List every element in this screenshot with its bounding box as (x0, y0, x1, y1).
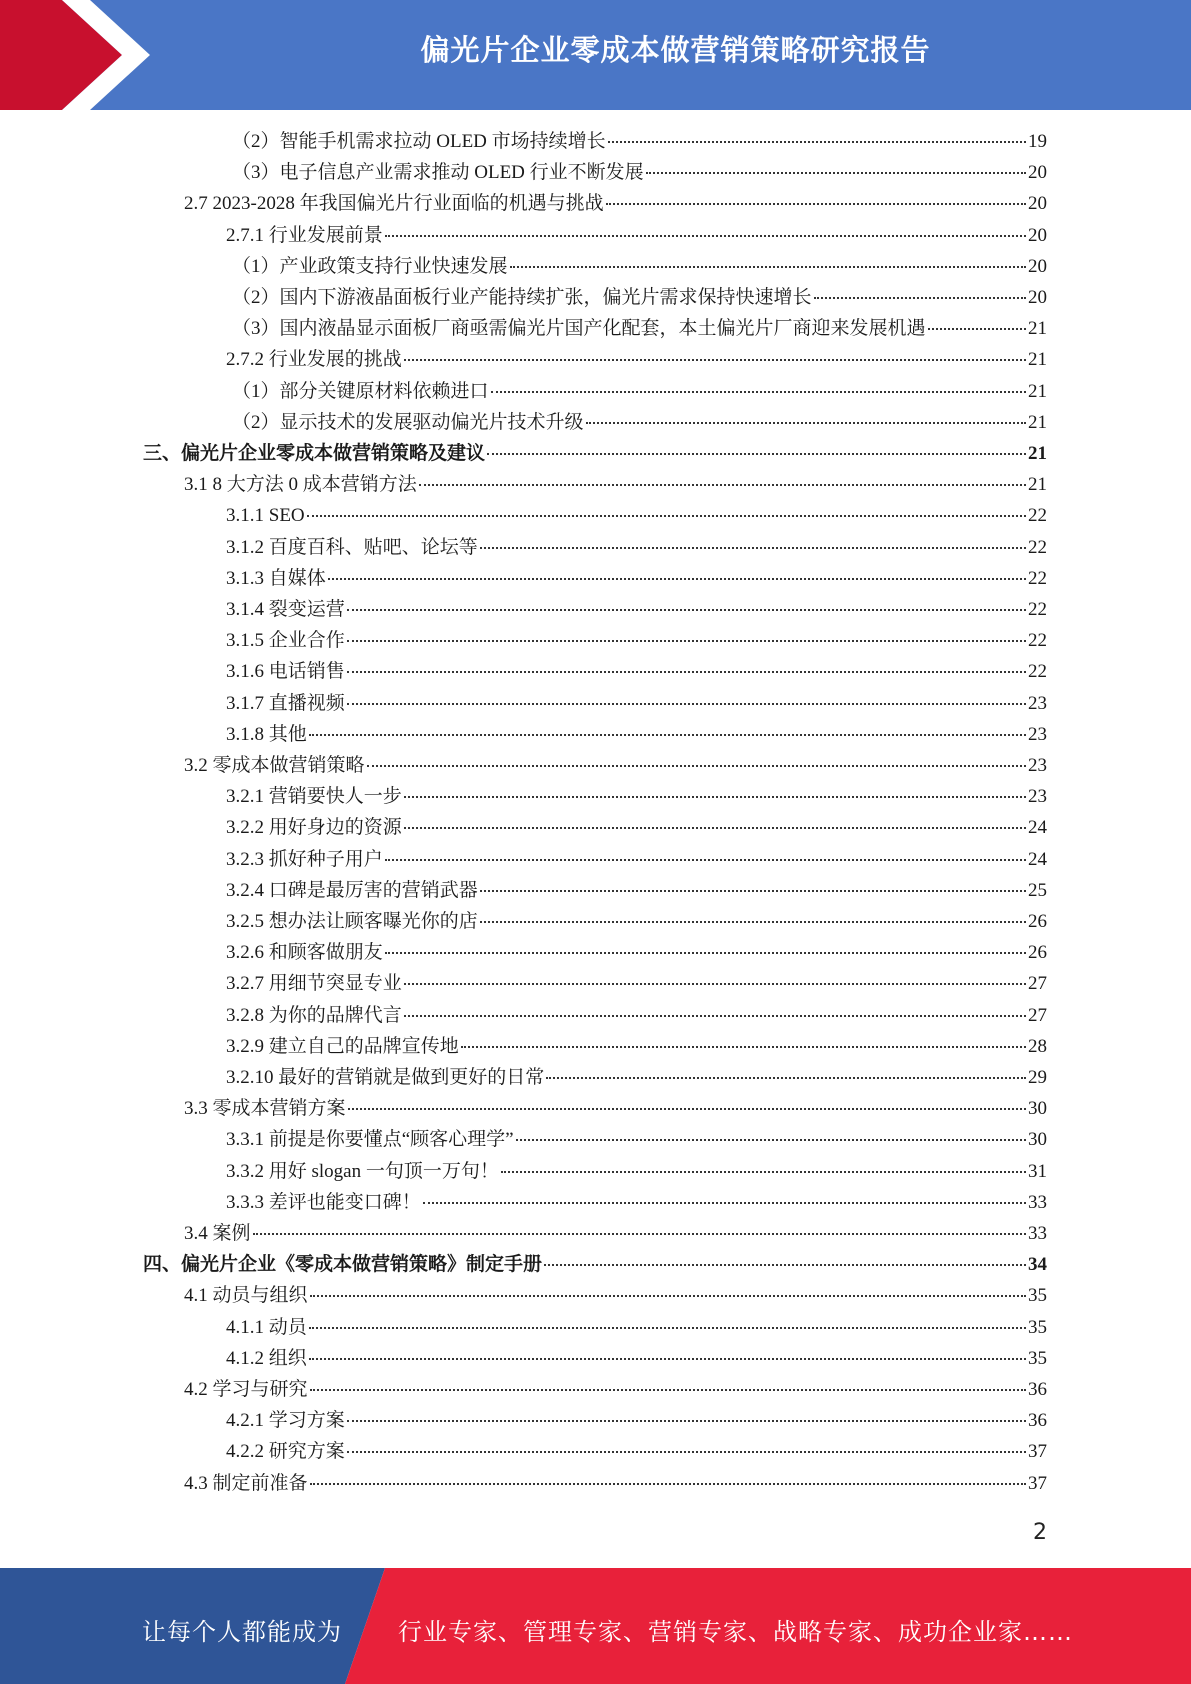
toc-entry-title: 3.2.7 用细节突显专业 (226, 973, 402, 995)
toc-dot-leader (646, 172, 1026, 174)
toc-entry-page: 30 (1028, 1129, 1047, 1151)
toc-entry-page: 31 (1028, 1160, 1047, 1182)
toc-entry[interactable] (226, 656, 1047, 687)
toc-dot-leader (385, 859, 1026, 861)
toc-entry[interactable] (226, 1062, 1047, 1093)
toc-entry-page: 23 (1028, 692, 1047, 714)
toc-entry-title: 2.7.1 行业发展前景 (226, 224, 383, 246)
toc-entry[interactable] (184, 1093, 1047, 1124)
toc-entry-page: 22 (1028, 536, 1047, 558)
toc-entry-title: 3.2.4 口碑是最厉害的营销武器 (226, 879, 478, 901)
toc-entry[interactable] (232, 407, 1047, 438)
toc-entry-page: 30 (1028, 1098, 1047, 1120)
toc-entry-title: 4.2.1 学习方案 (226, 1410, 345, 1432)
toc-entry-page: 37 (1028, 1441, 1047, 1463)
toc-dot-leader (544, 1264, 1026, 1266)
toc-entry[interactable] (226, 968, 1047, 999)
toc-entry-page: 21 (1028, 474, 1047, 496)
toc-entry-page: 35 (1028, 1316, 1047, 1338)
toc-entry-title: 3.1 8 大方法 0 成本营销方法 (184, 474, 417, 496)
toc-entry-page: 27 (1028, 1004, 1047, 1026)
toc-entry-page: 20 (1028, 193, 1047, 215)
toc-dot-leader (347, 671, 1026, 673)
toc-entry-page: 22 (1028, 599, 1047, 620)
toc-entry-title: 3.3.2 用好 slogan 一句顶一万句！ (226, 1160, 499, 1182)
toc-dot-leader (347, 703, 1026, 705)
toc-entry-title: （2）智能手机需求拉动 OLED 市场持续增长 (232, 131, 606, 152)
toc-entry[interactable] (232, 376, 1047, 407)
toc-entry[interactable] (226, 1156, 1047, 1187)
toc-entry[interactable] (184, 750, 1047, 781)
toc-entry-page: 35 (1028, 1347, 1047, 1369)
toc-entry-page: 20 (1028, 255, 1047, 277)
toc-entry-page: 29 (1028, 1067, 1047, 1088)
toc-entry[interactable] (232, 251, 1047, 282)
toc-entry-title: 3.2.8 为你的品牌代言 (226, 1004, 402, 1026)
toc-entry-page: 20 (1028, 224, 1047, 246)
toc-dot-leader (404, 1015, 1026, 1017)
toc-dot-leader (309, 1358, 1026, 1360)
toc-dot-leader (419, 484, 1026, 486)
toc-entry-title: 3.1.1 SEO (226, 505, 305, 527)
toc-entry-title: （2）显示技术的发展驱动偏光片技术升级 (232, 411, 584, 433)
toc-entry[interactable] (226, 875, 1047, 906)
toc-entry[interactable] (226, 344, 1047, 375)
toc-dot-leader (480, 890, 1026, 892)
toc-entry-title: 3.2.1 营销要快人一步 (226, 786, 402, 808)
toc-entry[interactable] (184, 469, 1047, 500)
footer-slogan-left: 让每个人都能成为 (142, 1618, 342, 1646)
toc-entry-page: 25 (1028, 879, 1047, 901)
toc-entry-page: 35 (1028, 1285, 1047, 1307)
toc-entry[interactable] (232, 313, 1047, 344)
toc-entry-page: 36 (1028, 1379, 1047, 1400)
toc-entry[interactable] (226, 781, 1047, 812)
toc-dot-leader (347, 1420, 1026, 1422)
toc-dot-leader (606, 203, 1026, 205)
toc-entry-title: （1）产业政策支持行业快速发展 (232, 255, 508, 277)
toc-entry[interactable] (226, 1405, 1047, 1436)
toc-entry-title: （1）部分关键原材料依赖进口 (232, 380, 489, 402)
page-footer (0, 1568, 1191, 1684)
toc-entry-page: 27 (1028, 973, 1047, 995)
toc-dot-leader (491, 391, 1026, 393)
toc-entry-title: （3）电子信息产业需求推动 OLED 行业不断发展 (232, 162, 644, 184)
toc-dot-leader (480, 547, 1026, 549)
toc-dot-leader (404, 827, 1026, 829)
toc-entry-page: 19 (1028, 131, 1047, 152)
toc-dot-leader (310, 1295, 1026, 1297)
toc-entry[interactable] (232, 126, 1047, 157)
toc-entry-title: 3.3.3 差评也能变口碑！ (226, 1191, 421, 1213)
toc-dot-leader (546, 1077, 1026, 1079)
toc-entry-page: 21 (1028, 443, 1047, 464)
toc-dot-leader (328, 578, 1026, 580)
toc-entry[interactable] (143, 438, 1047, 469)
toc-entry-title: （2）国内下游液晶面板行业产能持续扩张，偏光片需求保持快速增长 (232, 287, 812, 308)
toc-entry-page: 36 (1028, 1410, 1047, 1432)
toc-dot-leader (404, 983, 1026, 985)
toc-dot-leader (608, 141, 1026, 143)
toc-entry-page: 26 (1028, 942, 1047, 964)
toc-entry-page: 33 (1028, 1191, 1047, 1213)
toc-entry[interactable] (226, 812, 1047, 843)
toc-dot-leader (385, 952, 1026, 954)
toc-dot-leader (404, 796, 1026, 798)
toc-entry-title: 3.2.6 和顾客做朋友 (226, 942, 383, 964)
toc-entry-title: （3）国内液晶显示面板厂商亟需偏光片国产化配套，本土偏光片厂商迎来发展机遇 (232, 318, 926, 340)
toc-entry-page: 23 (1028, 786, 1047, 808)
toc-entry-title: 3.2 零成本做营销策略 (184, 755, 365, 776)
toc-dot-leader (347, 640, 1026, 642)
toc-entry-page: 21 (1028, 349, 1047, 371)
toc-entry[interactable] (226, 1187, 1047, 1218)
toc-dot-leader (814, 297, 1026, 299)
toc-entry-title: 3.1.3 自媒体 (226, 567, 326, 589)
toc-entry[interactable] (226, 1000, 1047, 1031)
toc-entry[interactable] (226, 1031, 1047, 1062)
toc-entry-title: 3.3 零成本营销方案 (184, 1098, 346, 1120)
toc-entry[interactable] (226, 906, 1047, 937)
toc-entry[interactable] (184, 188, 1047, 219)
toc-entry[interactable] (226, 563, 1047, 594)
page-number: 2 (1033, 1520, 1047, 1545)
toc-entry-page: 23 (1028, 755, 1047, 776)
toc-dot-leader (309, 1327, 1026, 1329)
toc-entry-page: 21 (1028, 411, 1047, 433)
toc-dot-leader (461, 1046, 1026, 1048)
toc-entry-title: 3.2.10 最好的营销就是做到更好的日常 (226, 1067, 545, 1088)
toc-entry-title: 3.1.6 电话销售 (226, 661, 345, 683)
toc-entry-page: 20 (1028, 287, 1047, 308)
toc-dot-leader (928, 328, 1026, 330)
toc-dot-leader (480, 921, 1026, 923)
toc-entry[interactable] (226, 1124, 1047, 1155)
toc-dot-leader (487, 453, 1026, 455)
footer-slogan-right: 行业专家、管理专家、营销专家、战略专家、成功企业家…… (398, 1618, 1073, 1646)
toc-entry-title: 4.3 制定前准备 (184, 1472, 308, 1494)
toc-dot-leader (510, 266, 1026, 268)
toc-entry-title: 4.1 动员与组织 (184, 1285, 308, 1307)
toc-entry-title: 4.1.1 动员 (226, 1316, 307, 1338)
toc-dot-leader (586, 422, 1026, 424)
toc-entry[interactable] (226, 594, 1047, 625)
toc-entry[interactable] (226, 688, 1047, 719)
report-title: 偏光片企业零成本做营销策略研究报告 (420, 33, 931, 67)
toc-entry[interactable] (184, 1218, 1047, 1249)
toc-entry-title: 3.2.9 建立自己的品牌宣传地 (226, 1035, 459, 1057)
toc-entry-title: 三、偏光片企业零成本做营销策略及建议 (143, 443, 486, 464)
toc-entry-title: 3.2.5 想办法让顾客曝光你的店 (226, 911, 478, 932)
toc-entry[interactable] (226, 1343, 1047, 1374)
page-header (0, 0, 1191, 110)
toc-entry-page: 21 (1028, 380, 1047, 402)
toc-entry[interactable] (226, 719, 1047, 750)
toc-entry-title: 3.1.5 企业合作 (226, 630, 345, 652)
toc-entry-page: 22 (1028, 630, 1047, 652)
toc-entry[interactable] (226, 1436, 1047, 1467)
toc-entry-title: 3.2.3 抓好种子用户 (226, 848, 383, 870)
toc-entry[interactable] (226, 625, 1047, 656)
toc-entry[interactable] (184, 1374, 1047, 1405)
toc-dot-leader (348, 1108, 1026, 1110)
toc-entry[interactable] (184, 1280, 1047, 1311)
toc-dot-leader (516, 1139, 1026, 1141)
toc-dot-leader (423, 1202, 1026, 1204)
toc-entry-title: 四、偏光片企业《零成本做营销策略》制定手册 (143, 1254, 543, 1276)
toc-entry-title: 4.1.2 组织 (226, 1347, 307, 1369)
toc-entry-page: 20 (1028, 162, 1047, 184)
toc-entry-title: 2.7 2023-2028 年我国偏光片行业面临的机遇与挑战 (184, 193, 604, 215)
toc-entry-title: 3.4 案例 (184, 1223, 251, 1244)
toc-entry-title: 3.1.4 裂变运营 (226, 599, 345, 620)
toc-entry-title: 3.2.2 用好身边的资源 (226, 817, 402, 839)
toc-entry[interactable] (226, 500, 1047, 531)
toc-entry-page: 37 (1028, 1472, 1047, 1494)
toc-dot-leader (385, 235, 1026, 237)
toc-entry[interactable] (232, 157, 1047, 188)
toc-entry[interactable] (143, 1249, 1047, 1280)
toc-entry-title: 3.3.1 前提是你要懂点“顾客心理学” (226, 1129, 514, 1151)
toc-entry[interactable] (226, 937, 1047, 968)
toc-dot-leader (310, 1483, 1026, 1485)
toc-dot-leader (347, 609, 1026, 611)
toc-entry-title: 3.1.8 其他 (226, 723, 307, 745)
toc-entry[interactable] (226, 220, 1047, 251)
toc-dot-leader (253, 1233, 1026, 1235)
toc-entry-page: 21 (1028, 318, 1047, 340)
toc-dot-leader (310, 1389, 1026, 1391)
toc-entry-page: 34 (1028, 1254, 1047, 1276)
toc-entry-page: 22 (1028, 567, 1047, 589)
toc-entry-title: 2.7.2 行业发展的挑战 (226, 349, 402, 371)
toc-entry-page: 28 (1028, 1035, 1047, 1057)
toc-entry[interactable] (226, 1312, 1047, 1343)
toc-entry-title: 4.2.2 研究方案 (226, 1441, 345, 1463)
toc-dot-leader (501, 1171, 1026, 1173)
toc-entry-page: 22 (1028, 505, 1047, 527)
toc-entry-page: 24 (1028, 817, 1047, 839)
toc-entry[interactable] (184, 1468, 1047, 1499)
toc-entry-title: 3.1.2 百度百科、贴吧、论坛等 (226, 536, 478, 558)
toc-dot-leader (347, 1451, 1026, 1453)
toc-dot-leader (404, 359, 1026, 361)
toc-entry-title: 4.2 学习与研究 (184, 1379, 308, 1400)
toc-entry[interactable] (226, 844, 1047, 875)
toc-dot-leader (367, 765, 1026, 767)
toc-entry-page: 24 (1028, 848, 1047, 870)
toc-entry[interactable] (232, 282, 1047, 313)
toc-dot-leader (307, 515, 1026, 517)
toc-entry-title: 3.1.7 直播视频 (226, 692, 345, 714)
toc-entry-page: 23 (1028, 723, 1047, 745)
toc-entry[interactable] (226, 532, 1047, 563)
toc-dot-leader (309, 734, 1026, 736)
toc-entry-page: 22 (1028, 661, 1047, 683)
toc-entry-page: 26 (1028, 911, 1047, 932)
toc-entry-page: 33 (1028, 1223, 1047, 1244)
